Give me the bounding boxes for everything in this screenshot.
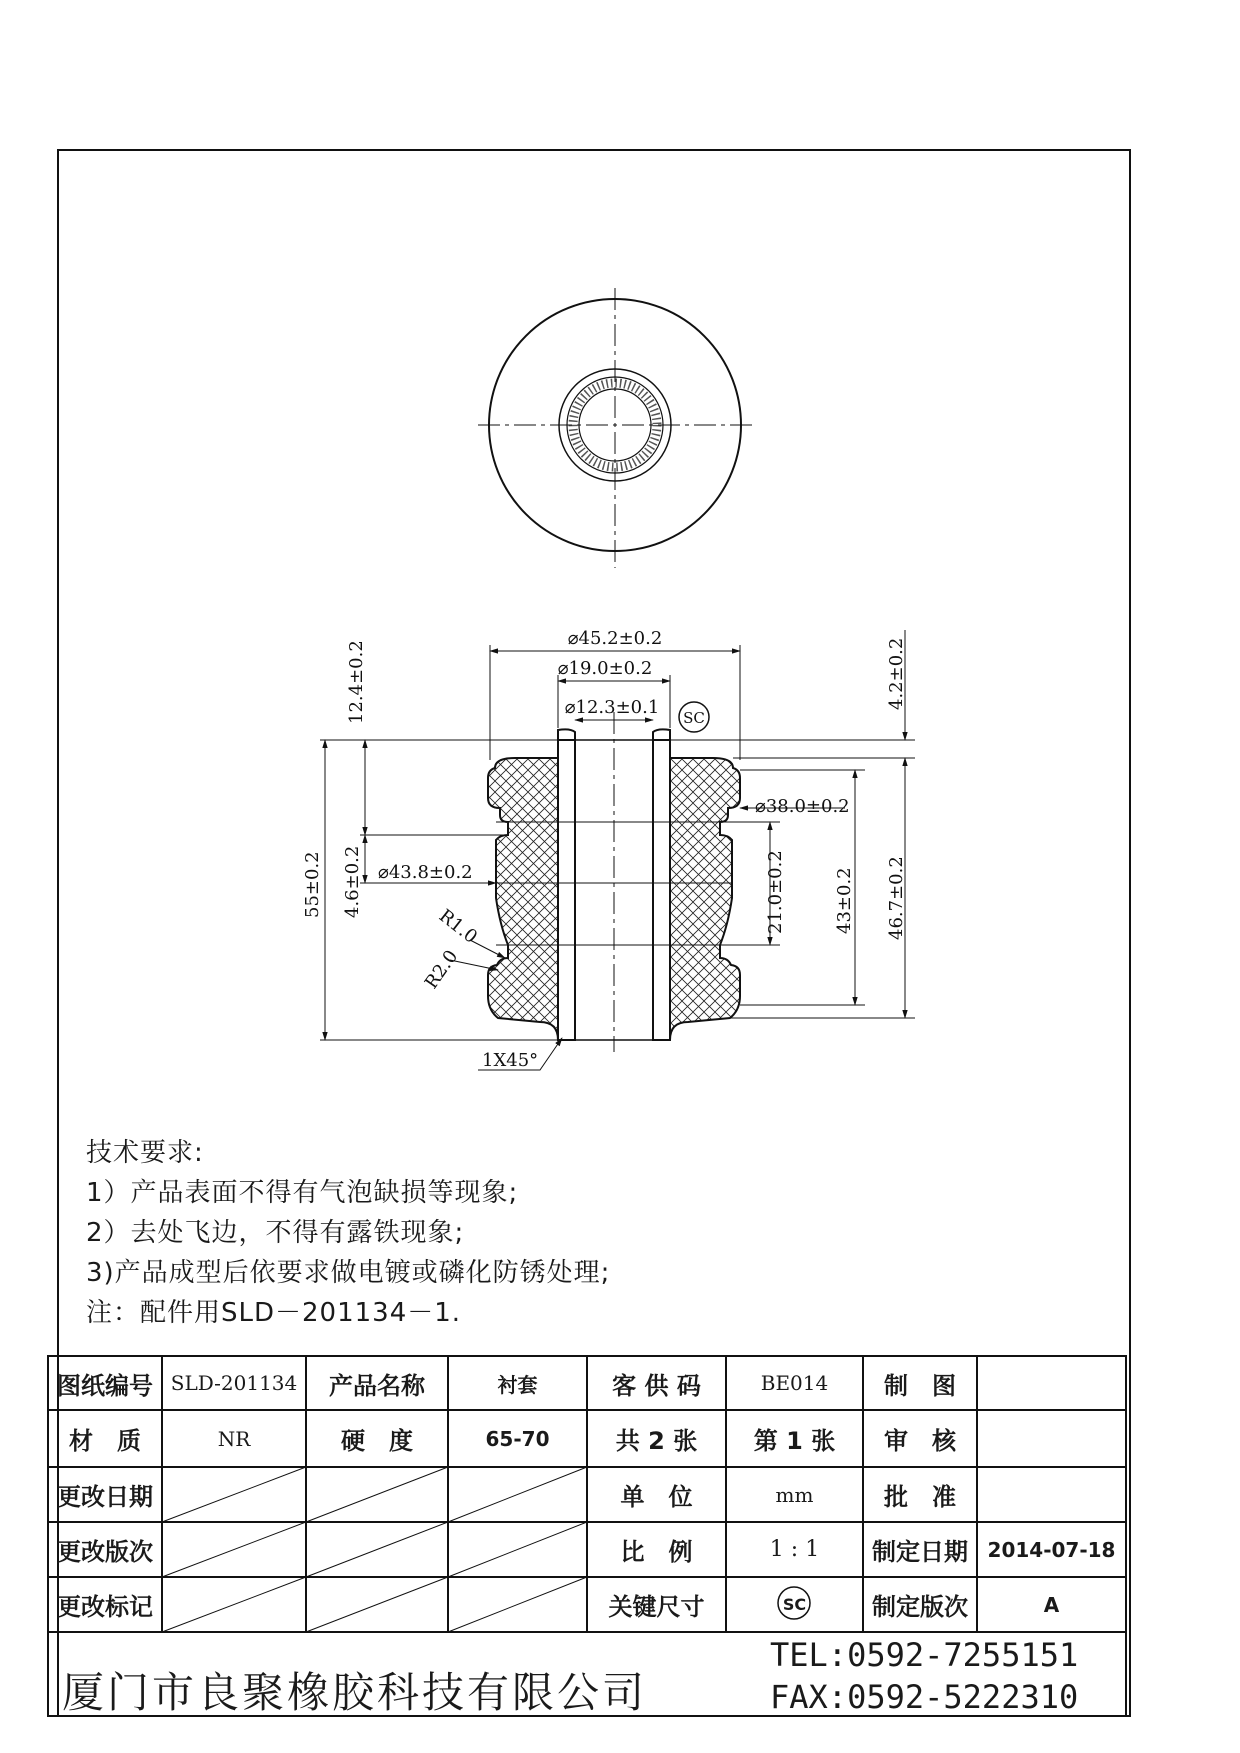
company-fax: FAX:0592-5222310 [770,1678,1079,1716]
change-date-label: 更改日期 [57,1483,153,1511]
issue-version-label: 制定版次 [872,1593,968,1621]
scale-label: 比 例 [620,1538,693,1566]
requirement-note: 注：配件用SLD－201134－1. [86,1298,462,1328]
company-name: 厦门市良聚橡胶科技有限公司 [62,1668,648,1717]
hardness-label: 硬 度 [341,1427,413,1455]
rubber-left [488,758,558,1040]
requirement-item-1: 1）产品表面不得有气泡缺损等现象; [86,1178,519,1208]
top-view [478,288,752,568]
scale-value: 1 : 1 [769,1537,820,1562]
dim-chamfer: 1X45° [482,1050,539,1071]
dim-bore-diameter: ⌀12.3±0.1 [564,697,660,718]
dim-rubber-height: 43±0.2 [834,867,855,934]
drawn-by-label: 制 图 [884,1371,956,1400]
dim-radius-2: R2.0 [420,946,463,993]
dim-groove-height: 4.6±0.2 [342,845,363,918]
requirement-item-3: 3)产品成型后依要求做电镀或磷化防锈处理; [86,1258,611,1288]
approved-by-label: 批 准 [884,1483,956,1511]
sleeve-wall-right [653,740,670,1040]
customer-code-value: BE014 [760,1371,829,1395]
change-mark-label: 更改标记 [57,1593,153,1621]
drawing-no-value: SLD-201134 [170,1371,298,1395]
unit-value: mm [775,1482,814,1507]
sheet-number: 第 1 张 [753,1427,836,1455]
change-version-label: 更改版次 [57,1538,153,1566]
dimension-lines [320,630,915,1070]
dim-flange-height: 4.2±0.2 [886,637,907,710]
sc-mark: SC [683,709,705,727]
dim-flange-diameter: ⌀19.0±0.2 [557,658,653,679]
dim-radius-1: R1.0 [434,905,482,948]
unit-label: 单 位 [620,1483,693,1511]
customer-code-label: 客 供 码 [612,1371,701,1400]
dim-groove-diameter: ⌀38.0±0.2 [755,796,850,817]
dim-total-height: 55±0.2 [302,851,323,918]
total-sheets: 共 2 张 [615,1427,698,1455]
key-dimension-symbol: SC [782,1595,807,1614]
product-name-label: 产品名称 [329,1371,425,1400]
issue-date-value: 2014-07-18 [987,1537,1116,1562]
requirement-item-2: 2）去处飞边，不得有露铁现象; [86,1218,465,1248]
hardness-value: 65-70 [485,1426,550,1451]
company-tel: TEL:0592-7255151 [770,1636,1079,1674]
dim-od-top: ⌀45.2±0.2 [567,628,663,649]
issue-date-label: 制定日期 [872,1538,968,1566]
sleeve-wall-left [558,740,575,1040]
dim-top-height: 12.4±0.2 [346,640,367,724]
empty-cell-diagonals [162,1467,587,1632]
dim-mid-height: 21.0±0.2 [765,850,786,934]
section-view [488,712,740,1052]
key-dimension-label: 关键尺寸 [608,1593,705,1621]
issue-version-value: A [1043,1592,1060,1617]
dim-body-diameter: ⌀43.8±0.2 [378,862,473,883]
checked-by-label: 审 核 [884,1427,956,1455]
dim-full-height: 46.7±0.2 [886,856,907,940]
material-value: NR [217,1426,251,1451]
rubber-right [670,758,740,1040]
drawing-no-label: 图纸编号 [57,1371,153,1400]
requirements-title: 技术要求: [86,1138,204,1168]
product-name-value: 衬套 [497,1372,538,1397]
material-label: 材 质 [69,1427,141,1455]
